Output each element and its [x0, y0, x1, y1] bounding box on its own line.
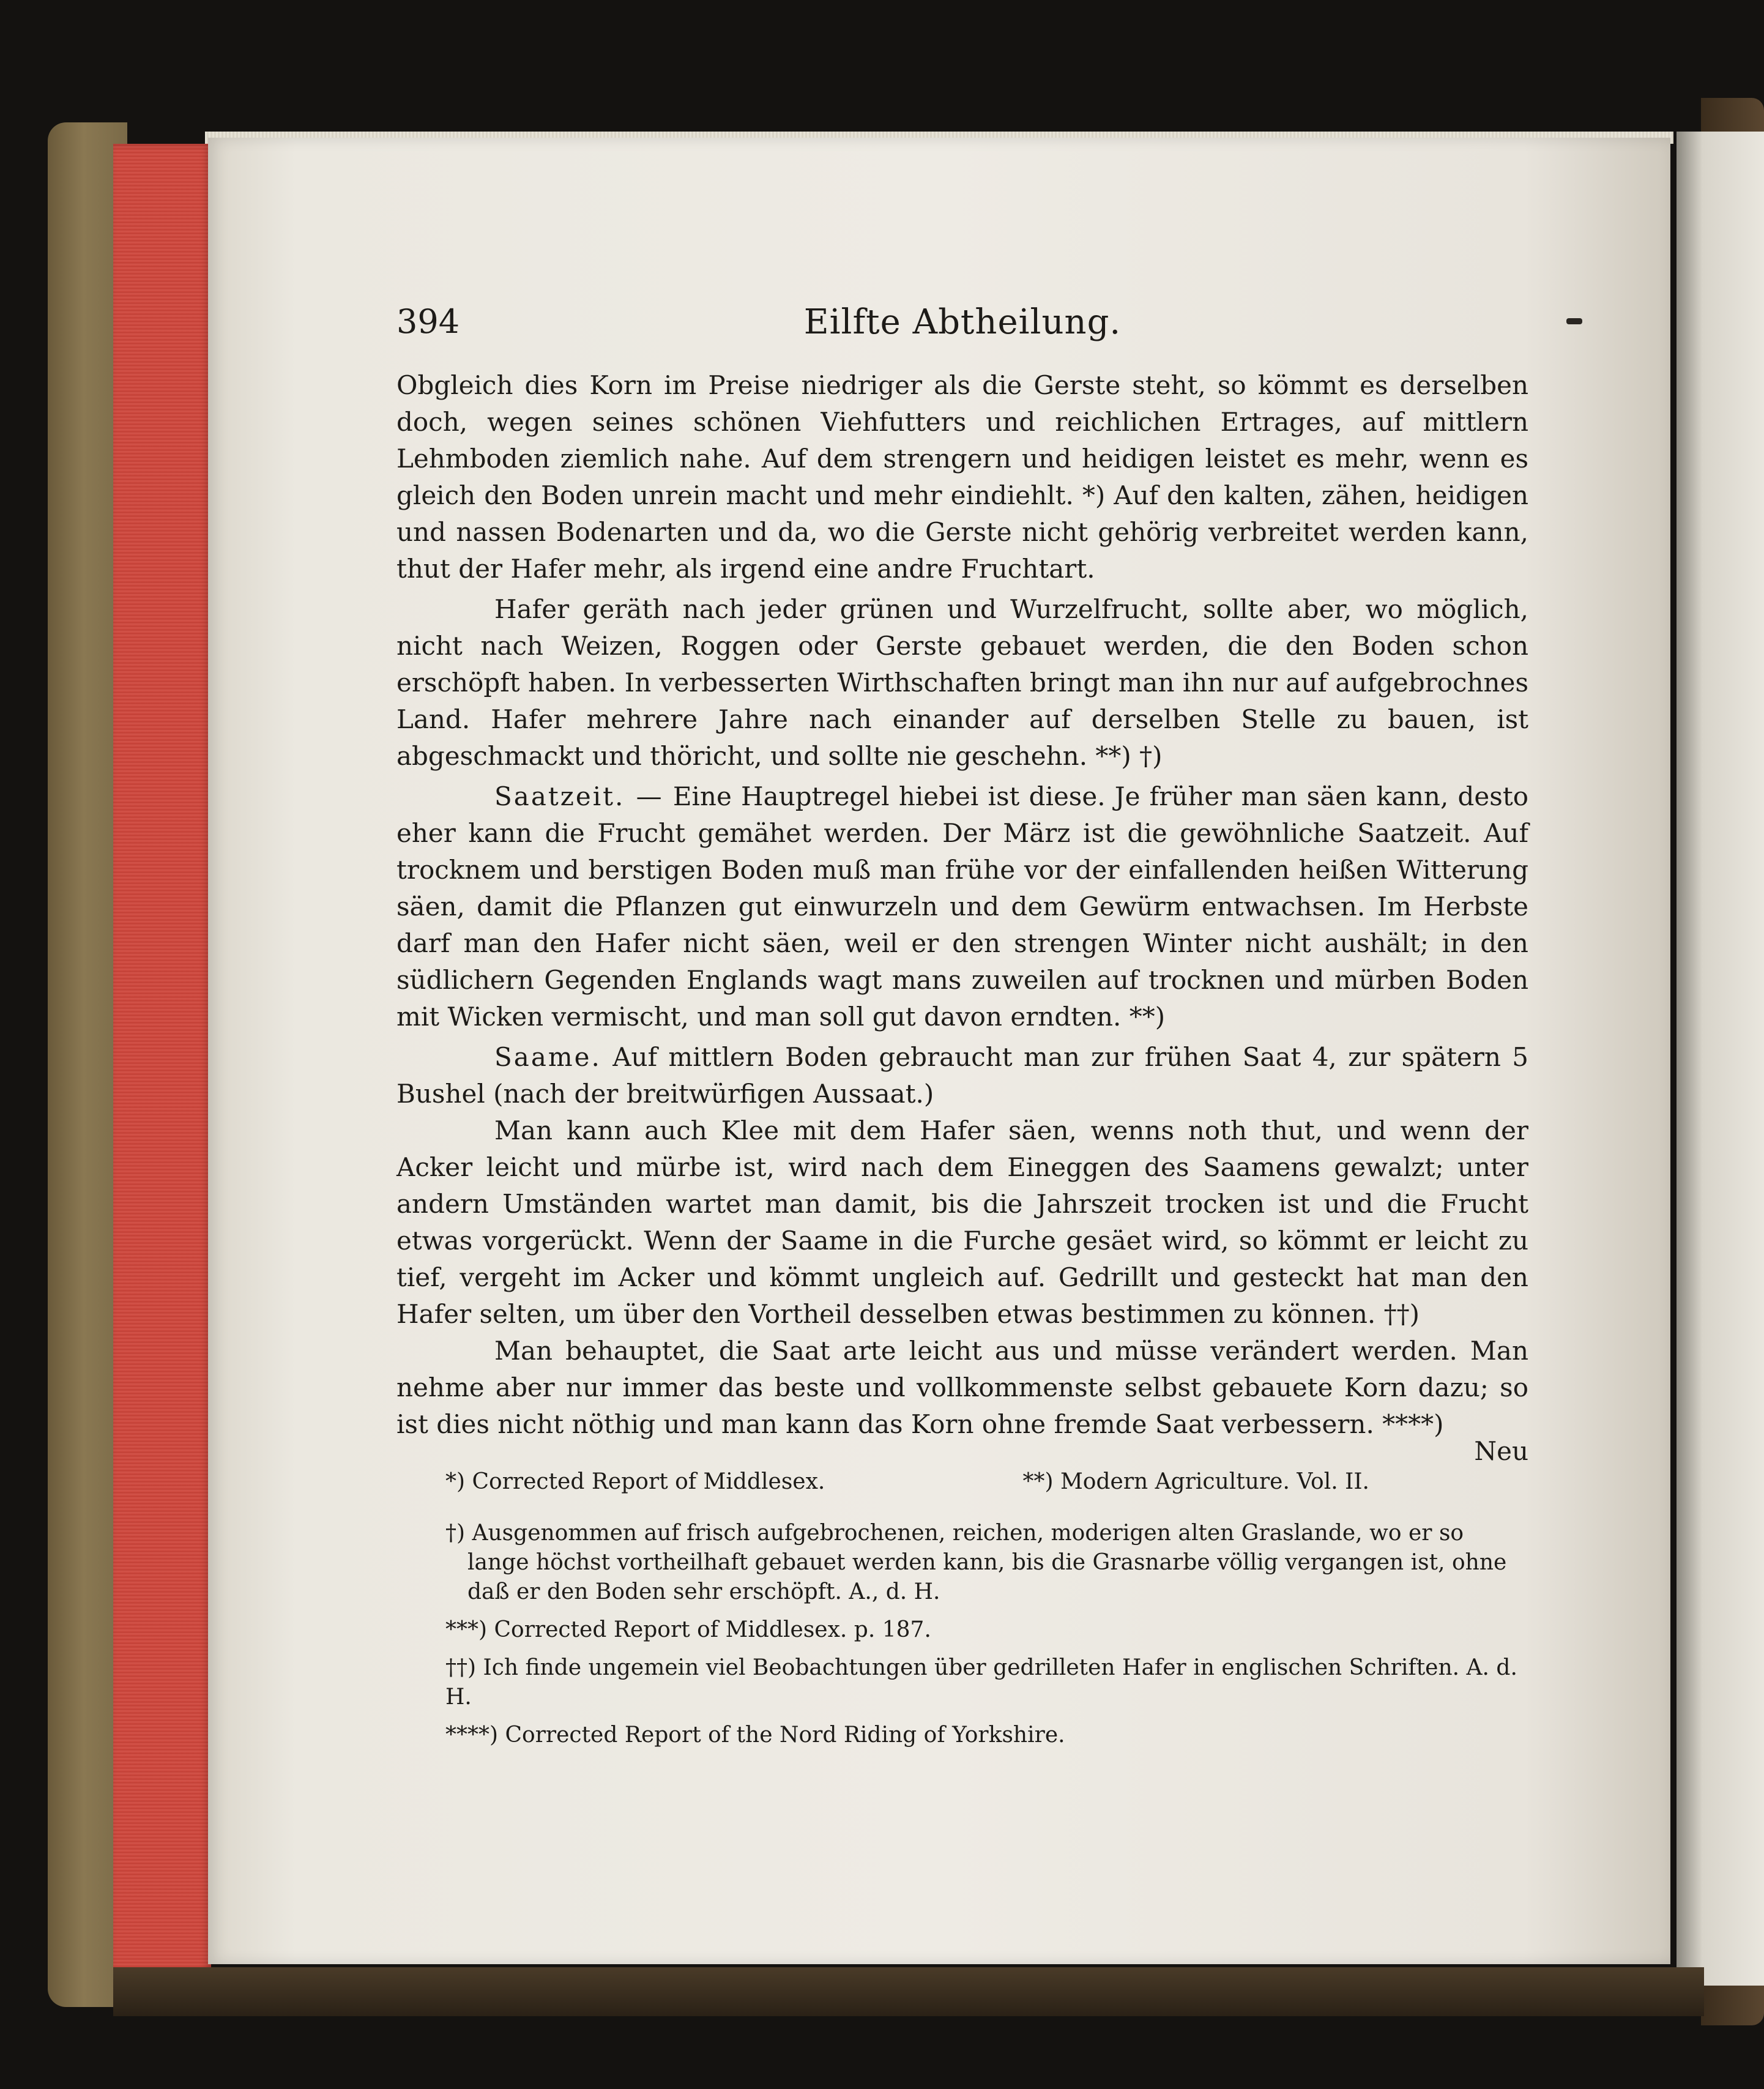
- page-header: [396, 302, 1528, 345]
- paragraph-2: Hafer geräth nach jeder grünen und Wurzelfrucht, sollte aber, wo möglich, nicht nach Weizen, Roggen oder Gerste gebauet werden, die den Boden schon erschöpft haben. In verbesserten Wirthschaften bringt man ihn nur auf aufgebrochnes Land. Hafer mehrere Jahre nach einander auf derselben Stelle zu bauen, ist abgeschmackt und thöricht, und sollte nie geschehn. **) †): [396, 594, 1528, 771]
- catchword: Neu: [1474, 1436, 1528, 1466]
- red-page-edges: [113, 144, 211, 1973]
- footnote-4: ***) Corrected Report of Middlesex. p. 187.: [445, 1617, 931, 1642]
- main-text: [396, 367, 1528, 1443]
- saatzeit-heading: Saatzeit. —: [494, 781, 664, 811]
- catchword-line: [396, 1433, 1528, 1470]
- footnote-6: ****) Corrected Report of the Nord Riding of Yorkshire.: [445, 1722, 1065, 1748]
- book-cover-bottom: [113, 1967, 1704, 2016]
- paragraph-1: Obgleich dies Korn im Preise niedriger als die Gerste steht, so kömmt es derselben doch, wegen seines schönen Viehfutters und reichlichen Ertrages, auf mittlern Lehmboden ziemlich nahe. Auf dem strengern und heidigen leistet es mehr, wenn es gleich den Boden unrein macht und mehr eindiehlt. *) Auf den kalten, zähen, heidigen und nassen Bodenarten und da, wo die Gerste nicht gehörig verbreitet werden kann, thut der Hafer mehr, als irgend eine andre Fruchtart.: [396, 370, 1528, 584]
- paragraph-saame: [396, 1039, 1528, 1112]
- page-number: 394: [396, 302, 460, 341]
- running-head: Eilfte Abtheilung.: [803, 302, 1122, 342]
- footnote-row-1: [445, 1467, 1528, 1497]
- saame-text: Auf mittlern Boden gebraucht man zur frühen Saat 4, zur spätern 5 Bushel (nach der breitwürfigen Aussaat.): [396, 1042, 1528, 1109]
- footnote-5: ††) Ich finde ungemein viel Beobachtungen über gedrilleten Hafer in englischen Schriften. A. d. H.: [445, 1655, 1517, 1710]
- paragraph-klee: Man kann auch Klee mit dem Hafer säen, wenns noth thut, und wenn der Acker leicht und mürbe ist, wird nach dem Eineggen des Saamens gewalzt; unter andern Umständen wartet man damit, bis die Jahrszeit trocken ist und die Frucht etwas vorgerückt. Wenn der Saame in die Furche gesäet wird, so kömmt er leicht zu tief, vergeht im Acker und kömmt ungleich auf. Gedrillt und gesteckt hat man den Hafer selten, um über den Vortheil desselben etwas bestimmen zu können. ††): [396, 1115, 1528, 1329]
- footnote-3: †) Ausgenommen auf frisch aufgebrochenen, reichen, moderigen alten Graslande, wo er so lange höchst vortheilhaft gebauet werden kann, bis die Grasnarbe völlig vergangen ist, ohne daß er den Boden sehr erschöpft. A., d. H.: [445, 1521, 1507, 1604]
- saame-heading: Saame.: [494, 1042, 601, 1072]
- paragraph-saatzeit: [396, 778, 1528, 1035]
- saatzeit-text: Eine Hauptregel hiebei ist diese. Je früher man säen kann, desto eher kann die Frucht gemähet werden. Der März ist die gewöhnliche Saatzeit. Auf trocknem und berstigen Boden muß man frühe vor der einfallenden heißen Witterung säen, damit die Pflanzen gut einwurzeln und dem Gewürm entwachsen. Im Herbste darf man den Hafer nicht säen, weil er den strengen Winter nicht aushält; in den südlichern Gegenden Englands wagt mans zuweilen auf trocknen und mürben Boden mit Wicken vermischt, und man soll gut davon erndten. **): [396, 781, 1528, 1032]
- paragraph-saat: Man behauptet, die Saat arte leicht aus und müsse verändert werden. Man nehme aber nur immer das beste und vollkommenste selbst gebauete Korn dazu; so ist dies nicht nöthig und man kann das Korn ohne fremde Saat verbessern. ****): [396, 1336, 1528, 1439]
- facing-page-edge: [1677, 132, 1764, 1986]
- footnote-1: *) Corrected Report of Middlesex.: [445, 1469, 825, 1494]
- footnotes: [396, 1467, 1528, 1759]
- footnote-2: **) Modern Agriculture. Vol. II.: [1022, 1469, 1369, 1494]
- ink-mark: [1566, 318, 1582, 324]
